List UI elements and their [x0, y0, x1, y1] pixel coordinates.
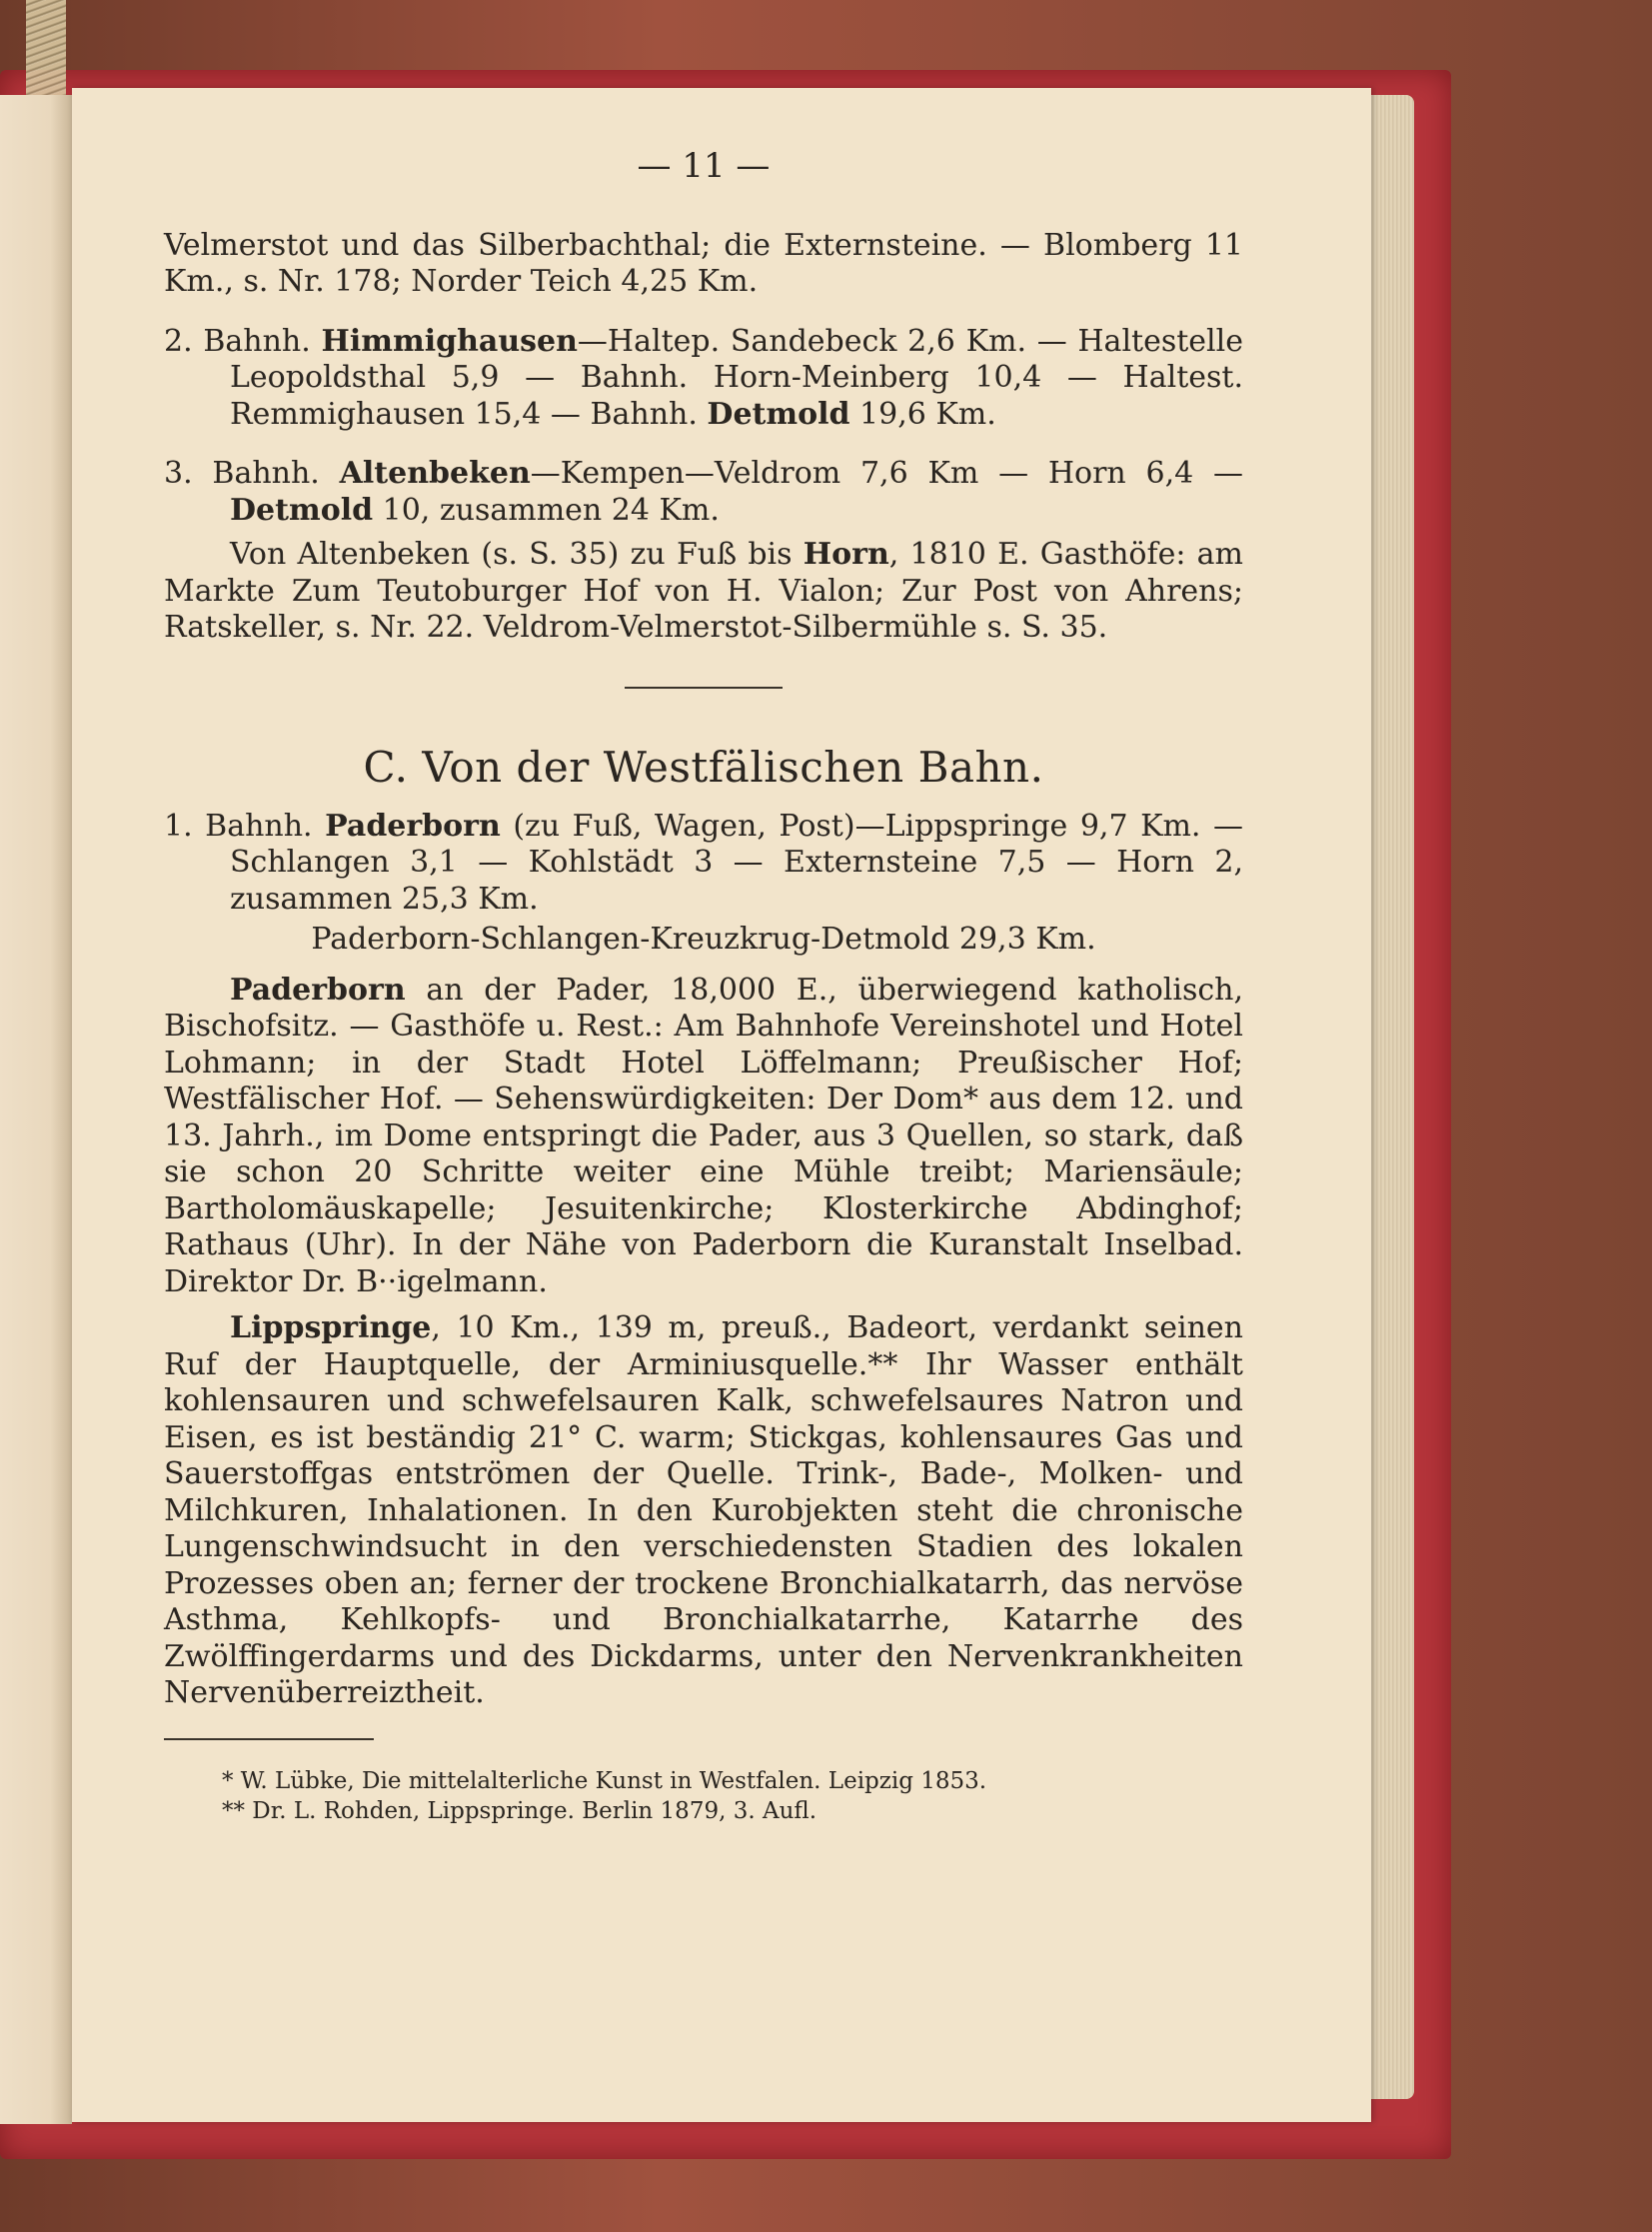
route-2-himmighausen: 2. Bahnh. Himmighausen—Haltep. Sandebeck 2,6 Km. — Haltestelle Leopoldsthal 5,9 — Bahnh. Horn-Meinberg 10,4 — Haltest. Remmighausen 15,4 — Bahnh. Detmold 19,6 Km.: [164, 323, 1243, 432]
place-horn: Horn: [803, 537, 889, 572]
route-1-paderborn: 1. Bahnh. Paderborn (zu Fuß, Wagen, Post)—Lippspringe 9,7 Km. — Schlangen 3,1 — Kohlstädt 3 — Externsteine 7,5 — Horn 2, zusammen 25,3 Km.: [164, 808, 1243, 917]
heading-paderborn: Paderborn: [230, 972, 406, 1008]
footnote-rule: [164, 1738, 374, 1740]
book-page: [72, 88, 1371, 2122]
paragraph-paderborn: Paderborn an der Pader, 18,000 E., überwiegend katholisch, Bischofsitz. — Gasthöfe u. Rest.: Am Bahnhofe Vereinshotel und Hotel Lohmann; in der Stadt Hotel Löffelmann; Preußischer Hof; Westfälischer Hof. — Sehenswürdigkeiten: Der Dom* aus dem 12. und 13. Jahrh., im Dome entspringt die Pader, aus 3 Quellen, so stark, daß sie schon 20 Schritte weiter eine Mühle treibt; Mariensäule; Bartholomäuskapelle; Jesuitenkirche; Klosterkirche Abdinghof; Rathaus (Uhr). In der Nähe von Paderborn die Kuranstalt Inselbad. Direktor Dr. B··igelmann.: [164, 972, 1243, 1299]
footnote-1: * W. Lübke, Die mittelalterliche Kunst in Westfalen. Leipzig 1853.: [222, 1767, 987, 1794]
left-page-edge: [0, 95, 72, 2124]
paragraph-horn: Von Altenbeken (s. S. 35) zu Fuß bis Horn, 1810 E. Gasthöfe: am Markte Zum Teutoburger Hof von H. Vialon; Zur Post von Ahrens; Ratskeller, s. Nr. 22. Veldrom-Velmerstot-Silbermühle s. S. 35.: [164, 537, 1243, 645]
place-himmighausen: Himmighausen: [321, 323, 578, 359]
route-3-altenbeken: 3. Bahnh. Altenbeken—Kempen—Veldrom 7,6 Km — Horn 6,4 — Detmold 10, zusammen 24 Km.: [164, 456, 1243, 528]
binding-thread: [26, 0, 66, 95]
section-divider: [625, 687, 783, 689]
paragraph-lippspringe: Lippspringe, 10 Km., 139 m, preuß., Badeort, verdankt seinen Ruf der Hauptquelle, der Arminiusquelle.** Ihr Wasser enthält kohlensauren und schwefelsauren Kalk, schwefelsaures Natron und Eisen, es ist beständig 21° C. warm; Stickgas, kohlensaures Gas und Sauerstoffgas entströmen der Quelle. Trink-, Bade-, Molken- und Milchkuren, Inhalationen. In den Kurobjekten steht die chronische Lungenschwindsucht in den verschiedensten Stadien des lokalen Prozesses oben an; ferner der trockene Bronchialkatarrh, das nervöse Asthma, Kehlkopfs- und Bronchialkatarrhe, Katarrhe des Zwölffingerdarms und des Dickdarms, unter den Nervenkrankheiten Nervenüberreiztheit.: [164, 1310, 1243, 1710]
place-detmold: Detmold: [707, 396, 850, 432]
route-paderborn-detmold: Paderborn-Schlangen-Kreuzkrug-Detmold 29,3 Km.: [311, 922, 1096, 957]
section-title: C. Von der Westfälischen Bahn.: [363, 742, 1044, 792]
place-altenbeken: Altenbeken: [339, 456, 531, 491]
footnote-2: ** Dr. L. Rohden, Lippspringe. Berlin 1879, 3. Aufl.: [222, 1797, 818, 1824]
page-content: [164, 148, 1243, 1826]
place-paderborn: Paderborn: [325, 808, 501, 844]
paragraph-velmerstot: Velmerstot und das Silberbachthal; die Externsteine. — Blomberg 11 Km., s. Nr. 178; Norder Teich 4,25 Km.: [164, 227, 1243, 299]
place-detmold-2: Detmold: [230, 492, 374, 528]
heading-lippspringe: Lippspringe: [230, 1310, 432, 1345]
page-number: — 11 —: [637, 146, 771, 186]
